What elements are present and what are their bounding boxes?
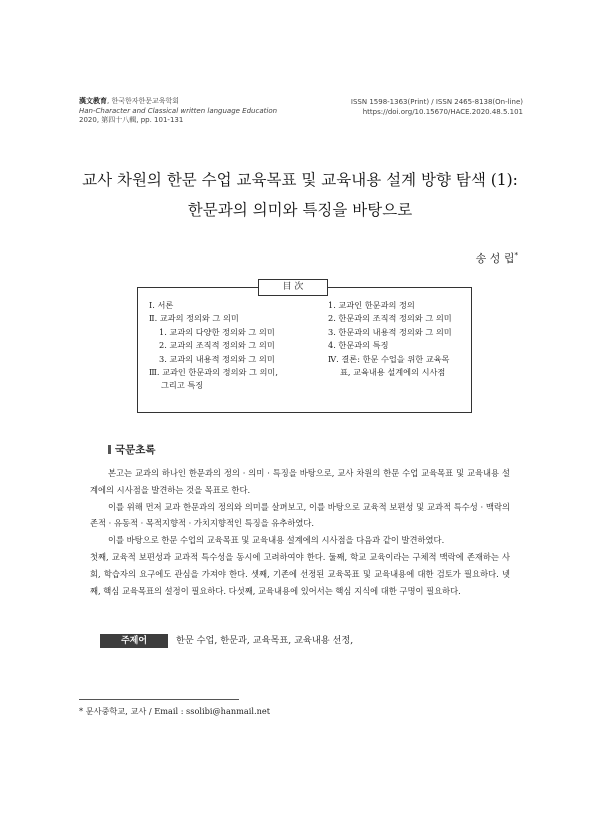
society-name: 한국한자한문교육학회 bbox=[111, 97, 180, 105]
toc-item: 그리고 특징 bbox=[161, 380, 204, 391]
footnote-divider bbox=[79, 699, 239, 700]
title-line-2: 한문과의 의미와 특징을 바탕으로 bbox=[187, 201, 413, 219]
issn: ISSN 1598-1363(Print) / ISSN 2465-8138(On-line) bbox=[350, 98, 523, 106]
journal-info: 漢文教育, 한국한자한문교육학회 Han-Character and Classical written language Education 2020, 第四十八輯, pp. 101-131 bbox=[79, 97, 278, 124]
doi-link[interactable]: https://doi.org/10.15670/HACE.2020.48.5.101 bbox=[362, 108, 523, 116]
issn-info bbox=[351, 97, 523, 117]
author-footnote-mark: * bbox=[514, 251, 518, 260]
abstract-body bbox=[90, 465, 510, 599]
toc-item: 3. 교과의 내용적 정의와 그 의미 bbox=[159, 353, 275, 364]
toc-item: 4. 한문과의 특징 bbox=[328, 340, 389, 351]
footnote: * 문사중학교, 교사 / Email : ssolibi@hanmail.net bbox=[79, 706, 270, 716]
heading-bar-icon bbox=[108, 445, 111, 454]
volume-info: 2020, 第四十八輯, pp. 101-131 bbox=[79, 116, 184, 124]
author-name: 송 성 립 bbox=[475, 252, 515, 265]
toc-item: 1. 교과인 한문과의 정의 bbox=[328, 300, 415, 310]
keywords-values: 한문 수업, 한문과, 교육목표, 교육내용 선정, bbox=[176, 635, 354, 646]
abstract-paragraph: 첫째, 교육적 보편성과 교과적 특수성을 동시에 고려하여야 한다. 둘째, 학교 교육이라는 구체적 맥락에 존재하는 사회, 학습자의 요구에도 관심을 가져야 한다. 셋째, 기존에 선정된 교육목표 및 교육내용에 대한 검토가 필요하다. 넷째, 핵심 교육목표의 설정이 필요하다. 다섯째, 교육내용에 있어서는 핵심 지식에 대한 구명이 필요하다. bbox=[90, 551, 510, 596]
keywords-label: 주제어 bbox=[100, 634, 168, 648]
toc-item: 2. 교과의 조직적 정의와 그 의미 bbox=[159, 340, 275, 351]
abstract-paragraph: 이를 바탕으로 한문 수업의 교육목표 및 교육내용 설계에의 시사점을 다음과 같이 발견하였다. bbox=[108, 535, 445, 546]
toc-item: Ⅱ. 교과의 정의와 그 의미 bbox=[149, 313, 239, 324]
toc-item: 2. 한문과의 조직적 정의와 그 의미 bbox=[328, 313, 452, 324]
journal-name: 漢文教育 bbox=[79, 97, 107, 105]
paper-title bbox=[50, 165, 550, 225]
abstract-heading bbox=[108, 442, 156, 457]
abstract-heading-text: 국문초록 bbox=[115, 444, 156, 456]
toc-left-column bbox=[149, 299, 314, 393]
author bbox=[476, 250, 518, 266]
toc-item: Ⅲ. 교과인 한문과의 정의와 그 의미, bbox=[149, 367, 278, 378]
toc-item: 3. 한문과의 내용적 정의와 그 의미 bbox=[328, 326, 452, 337]
toc-item: Ⅳ. 결론: 한문 수업을 위한 교육목 bbox=[328, 353, 450, 364]
abstract-paragraph: 본고는 교과의 하나인 한문과의 정의 · 의미 · 특징을 바탕으로, 교사 차원의 한문 수업 교육목표 및 교육내용 설계에의 시사점을 발견하는 것을 목표로 한다. bbox=[90, 468, 510, 495]
toc-right-column bbox=[328, 299, 466, 379]
title-line-1: 교사 차원의 한문 수업 교육목표 및 교육내용 설계 방향 탐색 (1): bbox=[82, 171, 518, 189]
toc-item: 1. 교과의 다양한 정의와 그 의미 bbox=[159, 326, 275, 337]
abstract-paragraph: 이를 위해 먼저 교과 한문과의 정의와 의미를 살펴보고, 이를 바탕으로 교육적 보편성 및 교과적 특수성 · 맥락의존적 · 유동적 · 목적지향적 · 가치지향적인 특징을 유추하였다. bbox=[90, 501, 510, 529]
journal-english-name: Han-Character and Classical written language Education bbox=[79, 106, 278, 115]
toc-item: Ⅰ. 서론 bbox=[149, 300, 174, 310]
toc-heading: 目 次 bbox=[258, 279, 328, 296]
toc-item: 표, 교육내용 설계에의 시사점 bbox=[340, 367, 446, 378]
